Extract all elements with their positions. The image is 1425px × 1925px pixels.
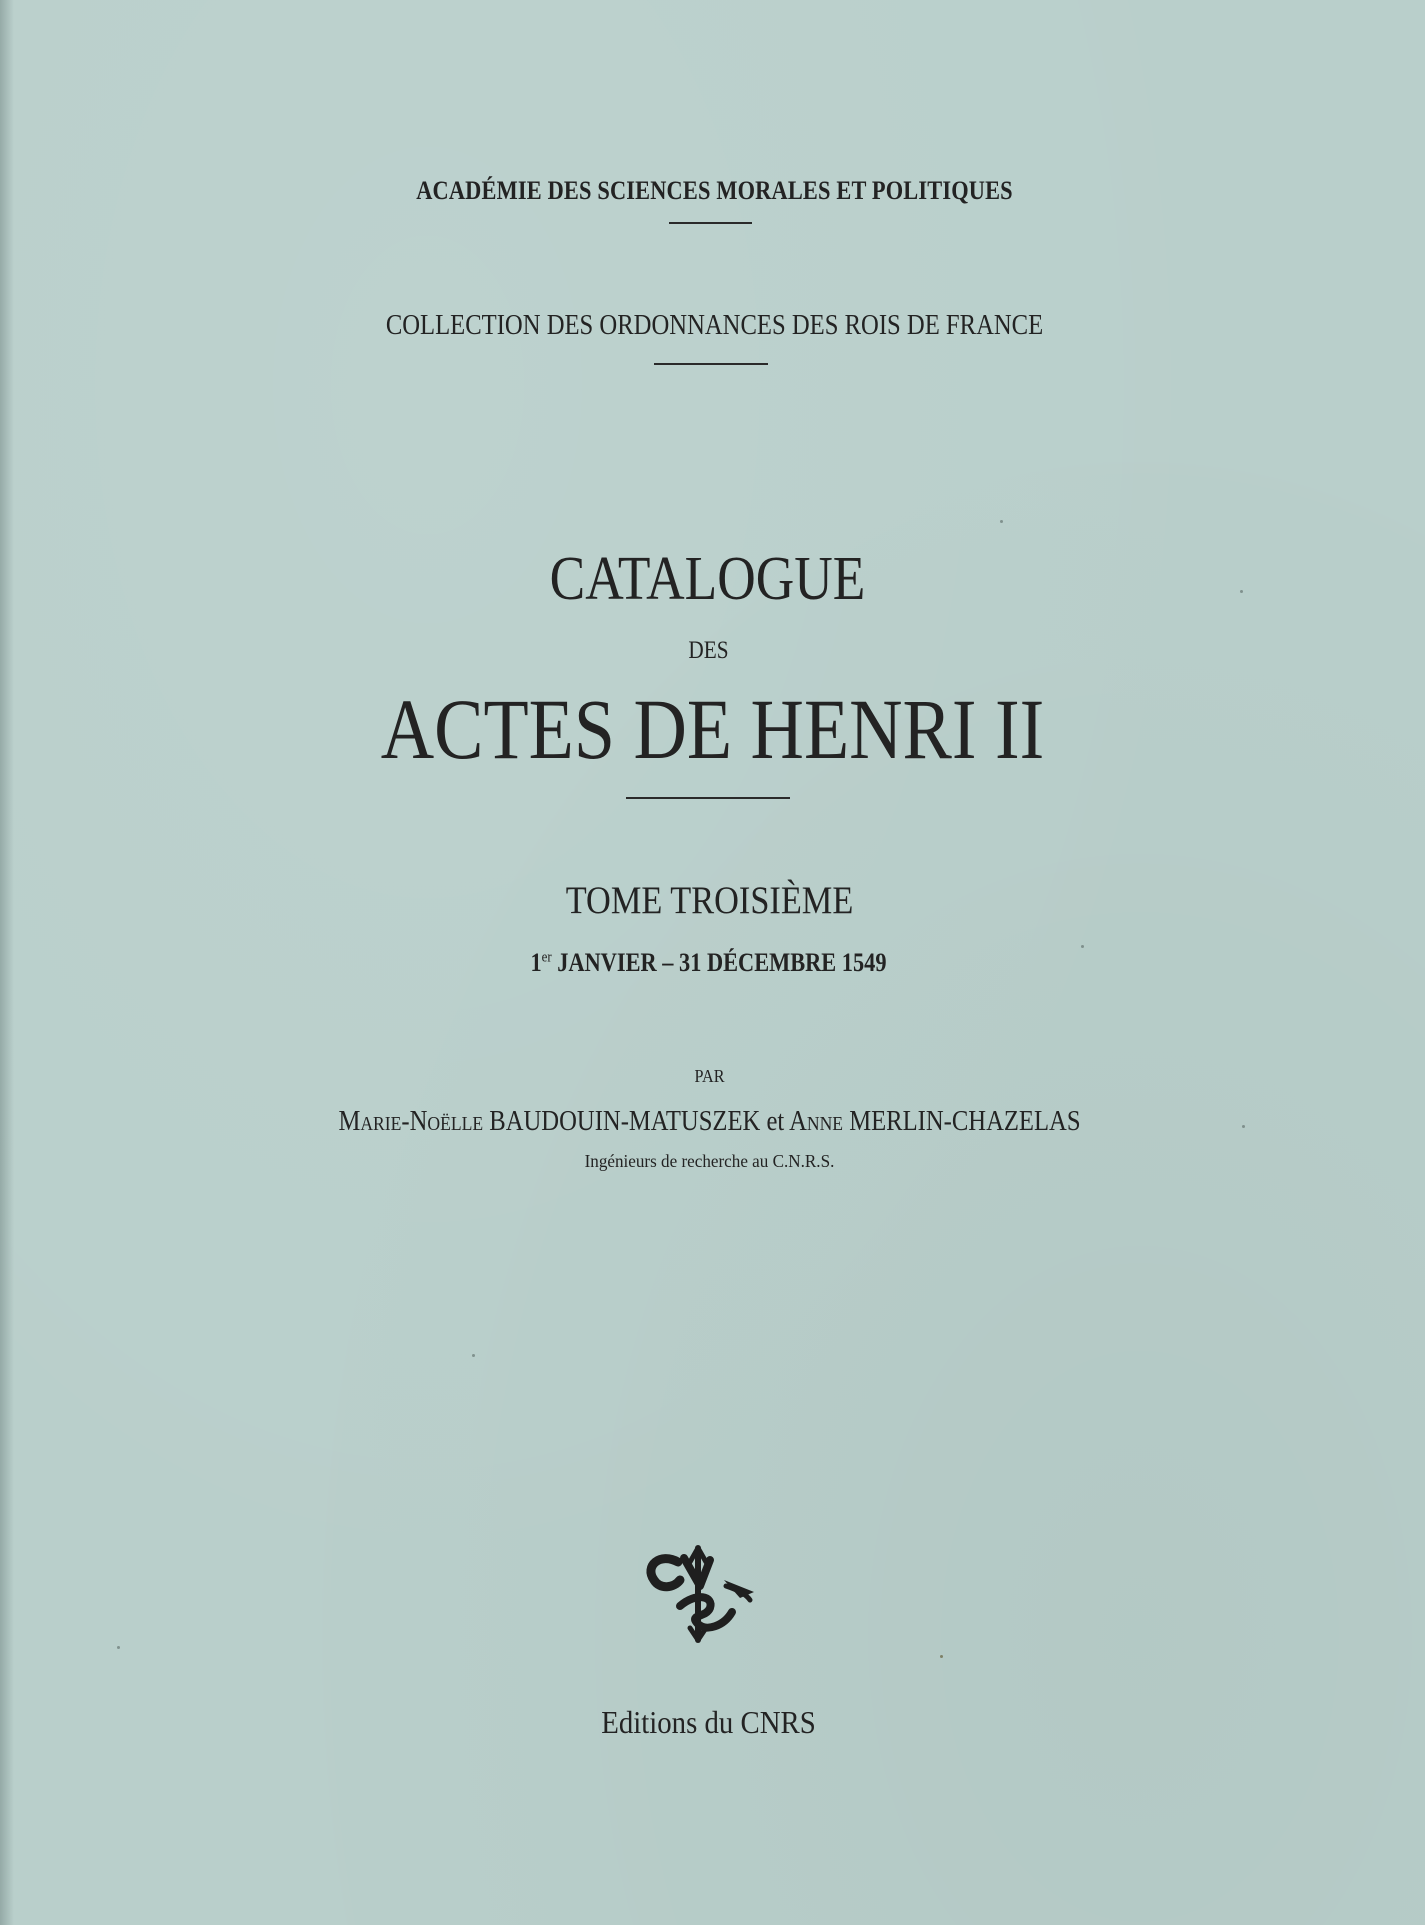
date-day: 1 <box>530 948 542 977</box>
collection-name: COLLECTION DES ORDONNANCES DES ROIS DE FRANCE <box>385 309 1044 341</box>
title-actes: ACTES DE HENRI II <box>380 681 1045 777</box>
author-2: Anne MERLIN-CHAZELAS <box>789 1106 1081 1137</box>
by-label: PAR <box>694 1066 725 1086</box>
author-1: Marie-Noëlle BAUDOUIN-MATUSZEK <box>338 1106 761 1137</box>
paper-speck <box>940 1655 943 1658</box>
author-names <box>83 1108 1337 1136</box>
divider-rule <box>654 363 768 365</box>
date-range <box>96 950 1322 976</box>
publisher-name: Editions du CNRS <box>601 1704 816 1740</box>
divider-rule <box>626 797 790 799</box>
paper-speck <box>1081 945 1084 948</box>
title-catalogue: CATALOGUE <box>549 545 866 613</box>
paper-speck <box>117 1646 120 1649</box>
date-ordinal: er <box>541 949 552 966</box>
author-affiliation: Ingénieurs de recherche au C.N.R.S. <box>584 1151 835 1171</box>
title-des: DES <box>688 637 729 664</box>
date-rest: JANVIER – 31 DÉCEMBRE 1549 <box>551 948 887 977</box>
author-conjunction: et <box>766 1106 785 1137</box>
paper-speck <box>472 1354 475 1357</box>
academy-name: ACADÉMIE DES SCIENCES MORALES ET POLITIQUES <box>416 176 1013 205</box>
paper-speck <box>1000 520 1003 523</box>
cnrs-monogram-icon <box>640 1540 770 1650</box>
page-edge-shadow <box>0 0 14 1925</box>
volume-number: TOME TROISIÈME <box>565 879 854 922</box>
divider-rule <box>669 222 752 224</box>
